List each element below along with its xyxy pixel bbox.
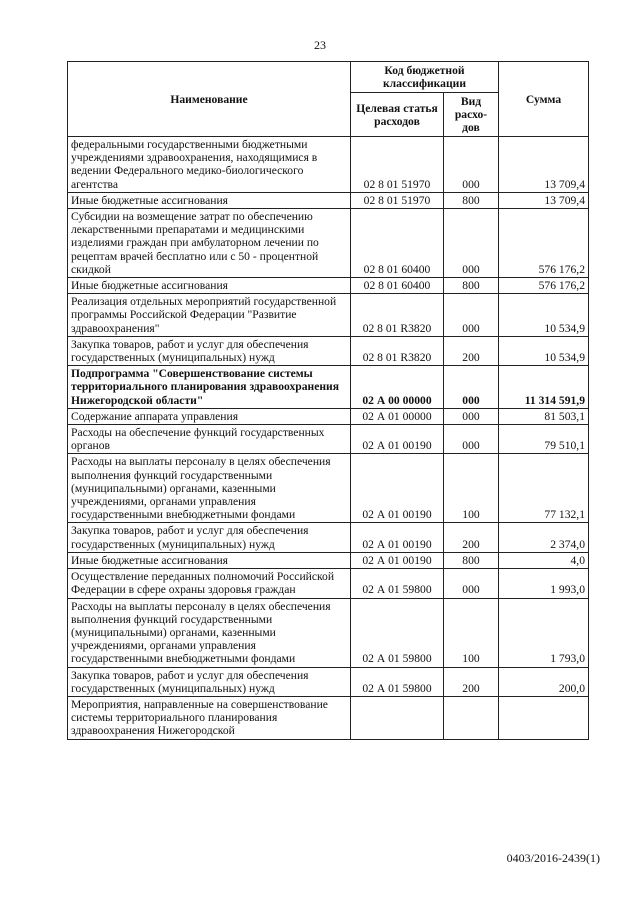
header-name: Наименование (68, 62, 351, 137)
row-target-article: 02 А 01 59800 (351, 598, 444, 667)
row-name: Субсидии на возмещение затрат по обеспечению лекарственными препаратами и медицинскими изделиями граждан при амбулаторном лечении по рецептам врачей бесплатно или с 50 - процентной скидкой (68, 209, 351, 278)
table-row (68, 569, 589, 598)
table-row (68, 667, 589, 696)
row-target-article: 02 А 00 00000 (351, 366, 444, 409)
row-expense-type: 000 (444, 209, 499, 278)
row-name: Закупка товаров, работ и услуг для обеспечения государственных (муниципальных) нужд (68, 667, 351, 696)
row-expense-type (444, 696, 499, 739)
row-name: Содержание аппарата управления (68, 408, 351, 424)
table-row (68, 408, 589, 424)
row-expense-type: 000 (444, 408, 499, 424)
row-expense-type: 800 (444, 192, 499, 208)
row-expense-type: 000 (444, 366, 499, 409)
document-footer-code: 0403/2016-2439(1) (506, 851, 600, 865)
budget-table-container (67, 61, 588, 740)
row-target-article (351, 696, 444, 739)
row-name: Иные бюджетные ассигнования (68, 552, 351, 568)
row-sum: 79 510,1 (499, 425, 589, 454)
table-row (68, 294, 589, 337)
table-row (68, 278, 589, 294)
table-row (68, 598, 589, 667)
table-row (68, 192, 589, 208)
row-name: Расходы на выплаты персоналу в целях обеспечения выполнения функций государственными (муниципальными) органами, казенными учреждениями, органами управления государственными внебюджетными фондами (68, 454, 351, 523)
row-target-article: 02 8 01 60400 (351, 209, 444, 278)
row-sum: 1 993,0 (499, 569, 589, 598)
row-name: Осуществление переданных полномочий Российской Федерации в сфере охраны здоровья граждан (68, 569, 351, 598)
row-expense-type: 800 (444, 552, 499, 568)
row-name: Реализация отдельных мероприятий государственной программы Российской Федерации "Развитие здравоохранения" (68, 294, 351, 337)
row-sum: 4,0 (499, 552, 589, 568)
page-number: 23 (314, 38, 326, 52)
row-target-article: 02 А 01 00190 (351, 425, 444, 454)
table-row (68, 523, 589, 552)
header-code-group: Код бюджетной классификации (351, 62, 499, 93)
table-row (68, 137, 589, 193)
row-sum (499, 696, 589, 739)
row-target-article: 02 А 01 59800 (351, 569, 444, 598)
row-sum: 10 534,9 (499, 336, 589, 365)
header-target-article: Целевая статья расходов (351, 93, 444, 137)
row-target-article: 02 А 01 59800 (351, 667, 444, 696)
row-sum: 2 374,0 (499, 523, 589, 552)
table-row (68, 366, 589, 409)
row-name: Закупка товаров, работ и услуг для обеспечения государственных (муниципальных) нужд (68, 523, 351, 552)
header-expense-type: Вид расхо-дов (444, 93, 499, 137)
row-target-article: 02 А 01 00000 (351, 408, 444, 424)
row-expense-type: 200 (444, 667, 499, 696)
row-sum: 1 793,0 (499, 598, 589, 667)
row-name: Расходы на обеспечение функций государственных органов (68, 425, 351, 454)
row-name: Подпрограмма "Совершенствование системы территориального планирования здравоохранения Нижегородской области" (68, 366, 351, 409)
row-sum: 576 176,2 (499, 278, 589, 294)
row-name: федеральными государственными бюджетными учреждениями здравоохранения, находящимися в ведении Федерального медико-биологического агентства (68, 137, 351, 193)
row-expense-type: 000 (444, 569, 499, 598)
header-sum: Сумма (499, 62, 589, 137)
row-expense-type: 100 (444, 598, 499, 667)
row-target-article: 02 8 01 R3820 (351, 294, 444, 337)
row-sum: 81 503,1 (499, 408, 589, 424)
row-target-article: 02 А 01 00190 (351, 454, 444, 523)
row-expense-type: 000 (444, 294, 499, 337)
row-sum: 11 314 591,9 (499, 366, 589, 409)
row-name: Иные бюджетные ассигнования (68, 192, 351, 208)
row-expense-type: 800 (444, 278, 499, 294)
row-sum: 200,0 (499, 667, 589, 696)
row-target-article: 02 А 01 00190 (351, 523, 444, 552)
budget-table (67, 61, 589, 740)
row-name: Иные бюджетные ассигнования (68, 278, 351, 294)
table-row (68, 696, 589, 739)
row-sum: 576 176,2 (499, 209, 589, 278)
table-row (68, 336, 589, 365)
row-sum: 13 709,4 (499, 137, 589, 193)
row-sum: 77 132,1 (499, 454, 589, 523)
table-row (68, 552, 589, 568)
row-target-article: 02 8 01 51970 (351, 137, 444, 193)
row-sum: 10 534,9 (499, 294, 589, 337)
row-expense-type: 200 (444, 523, 499, 552)
table-row (68, 425, 589, 454)
table-body (68, 137, 589, 740)
row-expense-type: 200 (444, 336, 499, 365)
row-sum: 13 709,4 (499, 192, 589, 208)
row-target-article: 02 8 01 51970 (351, 192, 444, 208)
row-name: Мероприятия, направленные на совершенствование системы территориального планирования здравоохранения Нижегородской (68, 696, 351, 739)
table-row (68, 454, 589, 523)
row-target-article: 02 8 01 60400 (351, 278, 444, 294)
row-name: Закупка товаров, работ и услуг для обеспечения государственных (муниципальных) нужд (68, 336, 351, 365)
row-expense-type: 000 (444, 137, 499, 193)
table-header (68, 62, 589, 137)
row-expense-type: 000 (444, 425, 499, 454)
table-row (68, 209, 589, 278)
row-target-article: 02 А 01 00190 (351, 552, 444, 568)
row-target-article: 02 8 01 R3820 (351, 336, 444, 365)
row-name: Расходы на выплаты персоналу в целях обеспечения выполнения функций государственными (муниципальными) органами, казенными учреждениями, органами управления государственными внебюджетными фондами (68, 598, 351, 667)
row-expense-type: 100 (444, 454, 499, 523)
